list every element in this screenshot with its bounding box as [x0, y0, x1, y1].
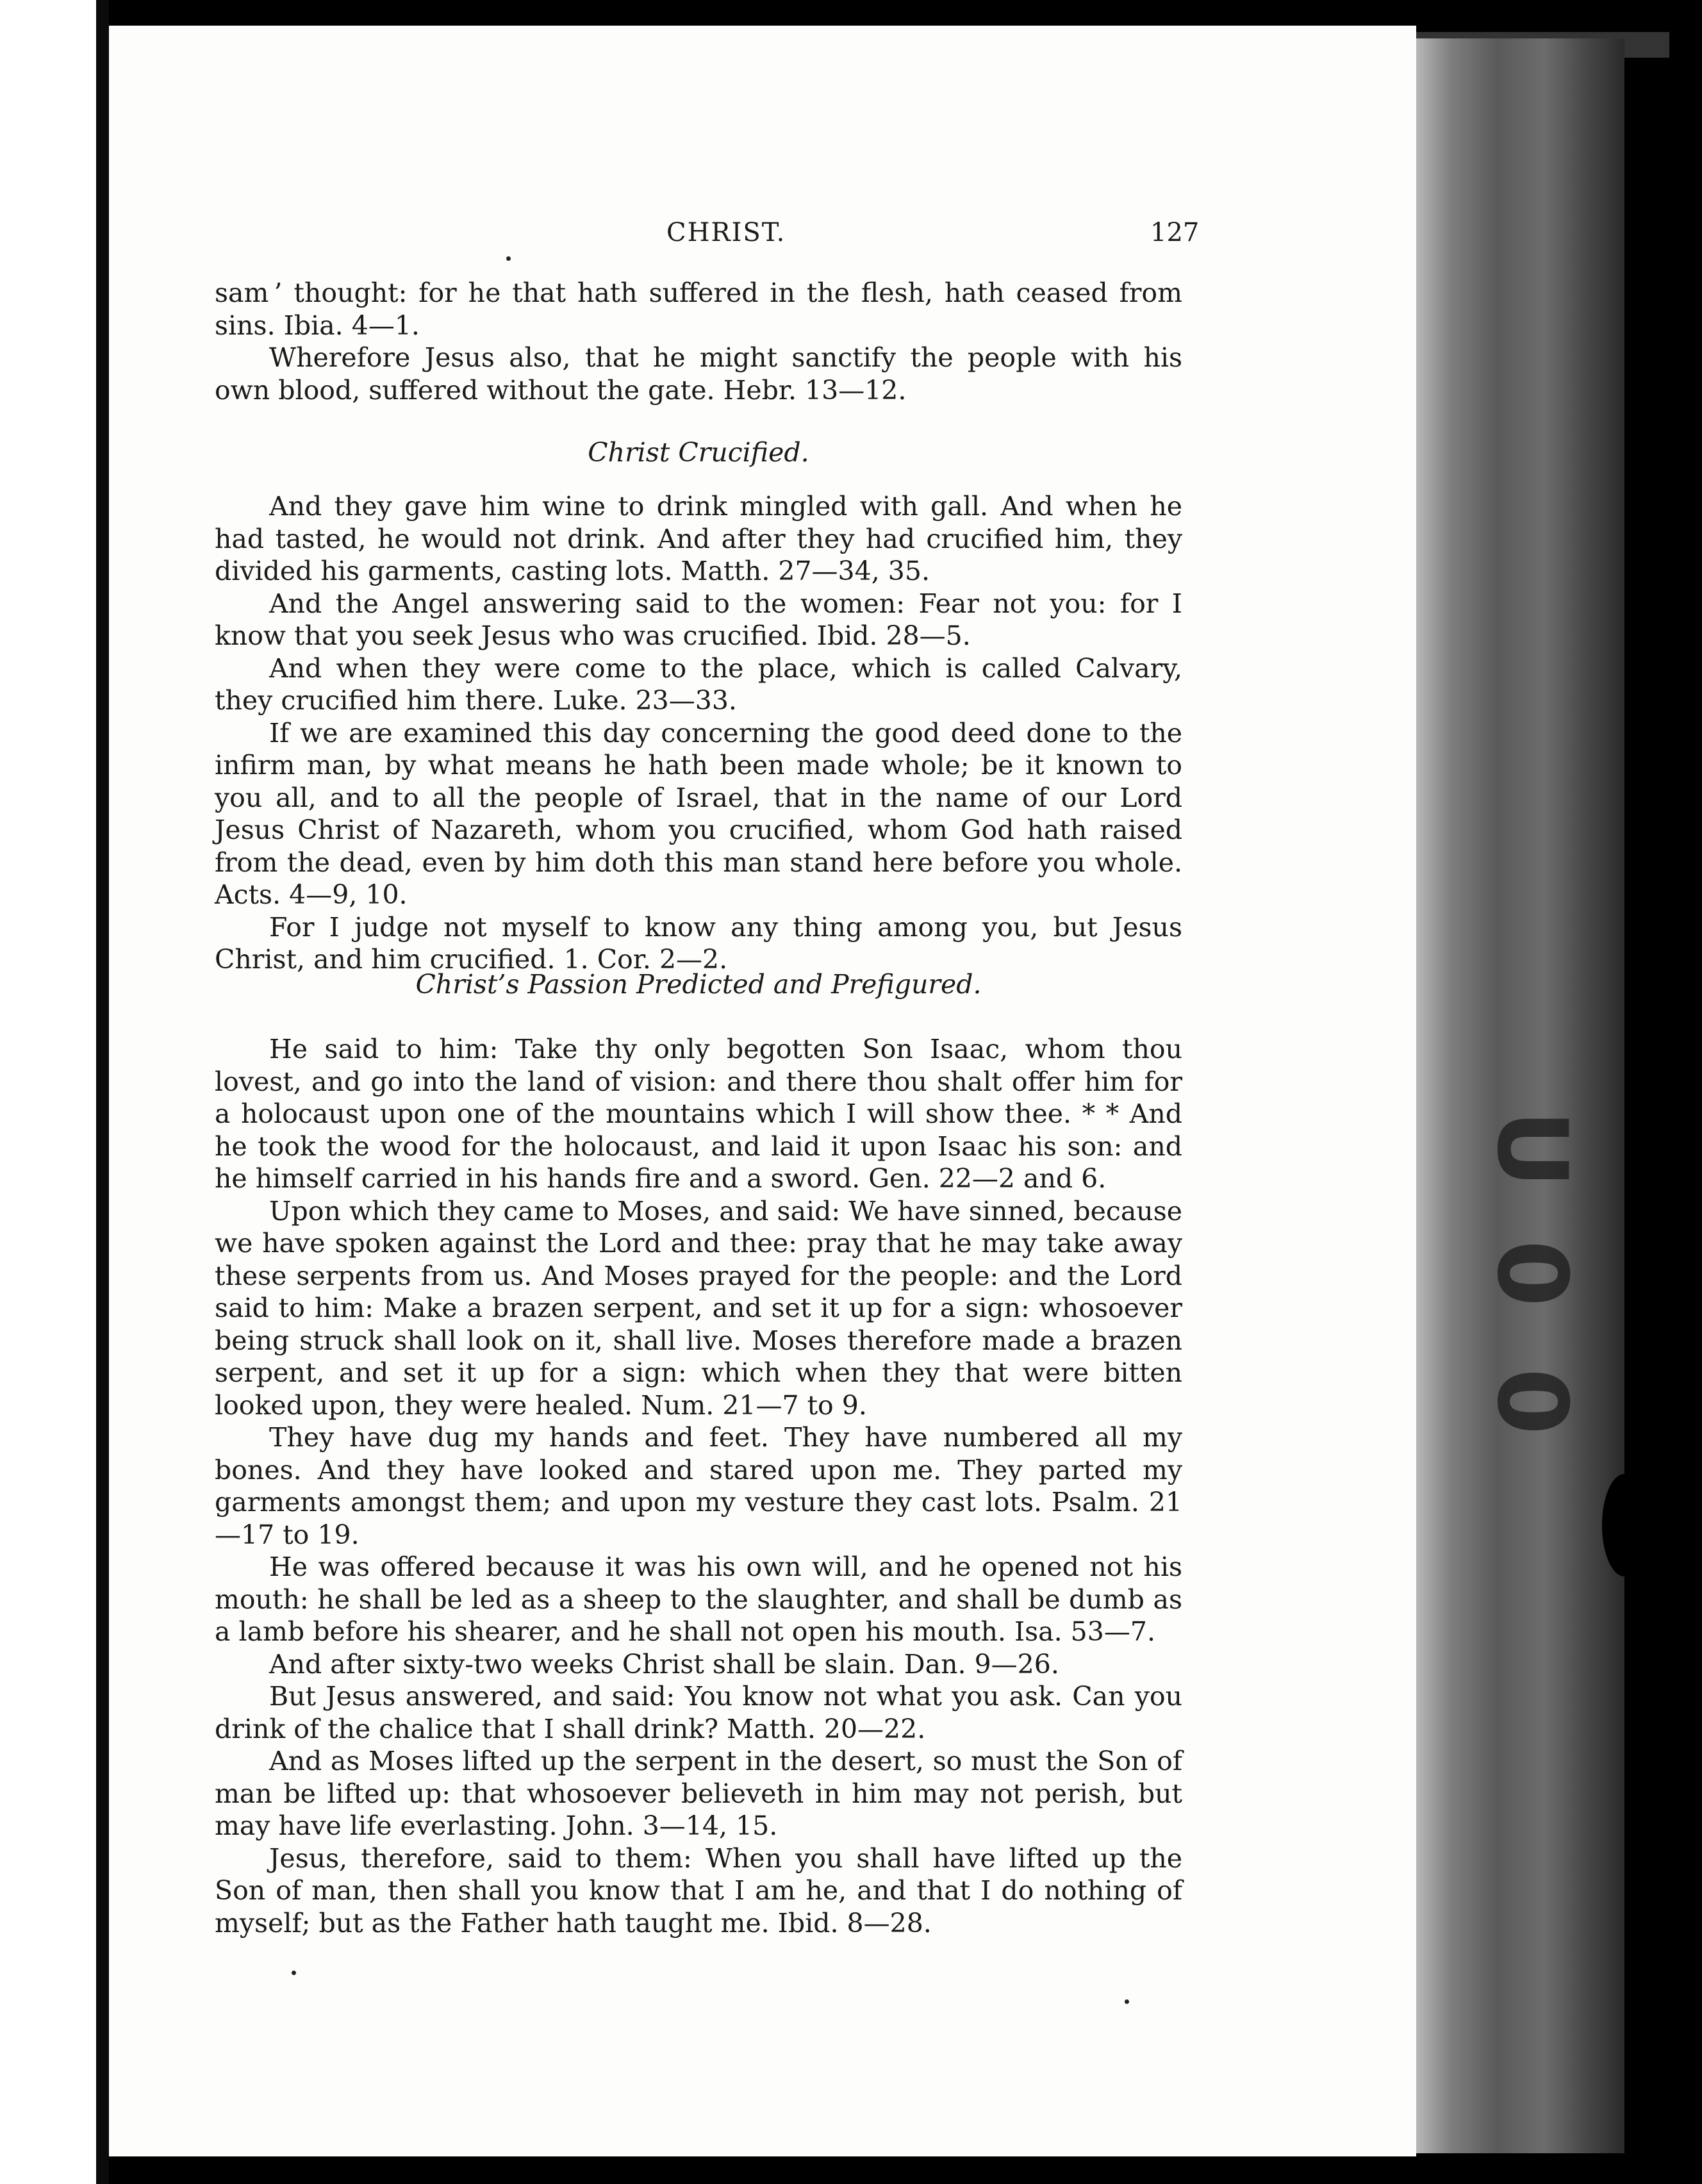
paragraph: He said to him: Take thy only begotten Son Isaac, whom thou lovest, and go into the land of vision: and there thou shalt offer him for a holocaust upon one of the mountains which I will show thee. * * And he took the wood for the holocaust, and laid it upon Isaac his son: and he himself carried in his hands fire and a sword. Gen. 22—2 and 6. [215, 1034, 1182, 1194]
paragraph: Wherefore Jesus also, that he might sanctify the people with his own blood, suffered without the gate. Hebr. 13—12. [215, 342, 1182, 406]
text-block-christ-crucified [215, 490, 1182, 976]
left-margin [0, 0, 96, 2184]
print-speck [1125, 1999, 1129, 2004]
paragraph: Upon which they came to Moses, and said: We have sinned, because we have spoken against the Lord and thee: pray that he may take away these serpents from us. And Moses prayed for the people: and the Lord said to him: Make a brazen serpent, and set it up for a sign: whosoever being struck shall look on it, shall live. Moses therefore made a brazen serpent, and set it up for a sign: which when they that were bitten looked upon, they were healed. Num. 21—7 to 9. [215, 1195, 1182, 1421]
paragraph: And when they were come to the place, which is called Calvary, they crucified him there. Luke. 23—33. [215, 652, 1182, 716]
paragraph: And as Moses lifted up the serpent in the desert, so must the Son of man be lifted up: that whosoever believeth in him may not perish, but may have life everlasting. John. 3—14, 15. [215, 1746, 1182, 1841]
spine-stamp-char: 0 [1476, 1239, 1587, 1307]
paragraph: And they gave him wine to drink mingled with gall. And when he had tasted, he would not drink. And after they had crucified him, they divided his garments, casting lots. Matth. 27—34, 35. [215, 491, 1182, 586]
running-head: CHRIST. [666, 218, 786, 247]
section-heading-christ-crucified: Christ Crucified. [588, 437, 809, 468]
spine-stamp-char: U [1476, 1110, 1587, 1188]
paragraph: For I judge not myself to know any thing among you, but Jesus Christ, and him crucified. 1. Cor. 2—2. [215, 911, 1182, 975]
paragraph: And after sixty-two weeks Christ shall be slain. Dan. 9—26. [269, 1648, 1059, 1680]
book-fore-edge [1413, 38, 1624, 2153]
paragraph: Jesus, therefore, said to them: When you shall have lifted up the Son of man, then shall you know that I am he, and that I do nothing of myself; but as the Father hath taught me. Ibid. 8—28. [215, 1842, 1182, 1939]
page-number: 127 [1150, 218, 1200, 247]
text-block-passion-predicted [215, 1033, 1182, 1939]
section-heading-passion-predicted: Christ’s Passion Predicted and Prefigured. [415, 969, 982, 1000]
paragraph: They have dug my hands and feet. They have numbered all my bones. And they have looked and stared upon me. They parted my garments amongst them; and upon my vesture they cast lots. Psalm. 21—17 to 19. [215, 1422, 1182, 1550]
print-speck [292, 1971, 296, 1975]
gutter-shadow [96, 0, 109, 2184]
paragraph: But Jesus answered, and said: You know not what you ask. Can you drink of the chalice that I shall drink? Matth. 20—22. [215, 1681, 1182, 1744]
spine-stamp-char: 0 [1476, 1368, 1587, 1435]
print-speck [506, 256, 511, 261]
paragraph: And the Angel answering said to the women: Fear not you: for I know that you seek Jesus who was crucified. Ibid. 28—5. [215, 588, 1182, 651]
ink-blot [1602, 1474, 1647, 1576]
paragraph: He was offered because it was his own will, and he opened not his mouth: he shall be led as a sheep to the slaughter, and shall be dumb as a lamb before his shearer, and he shall not open his mouth. Isa. 53—7. [215, 1551, 1182, 1647]
paragraph: sam ’ thought: for he that hath suffered in the flesh, hath ceased from sins. Ibia. 4—1. [215, 277, 1182, 341]
text-block-intro [215, 277, 1182, 406]
paragraph: If we are examined this day concerning the good deed done to the infirm man, by what means he hath been made whole; be it known to you all, and to all the people of Israel, that in the name of our Lord Jesus Christ of Nazareth, whom you crucified, whom God hath raised from the dead, even by him doth this man stand here before you whole. Acts. 4—9, 10. [215, 717, 1182, 910]
